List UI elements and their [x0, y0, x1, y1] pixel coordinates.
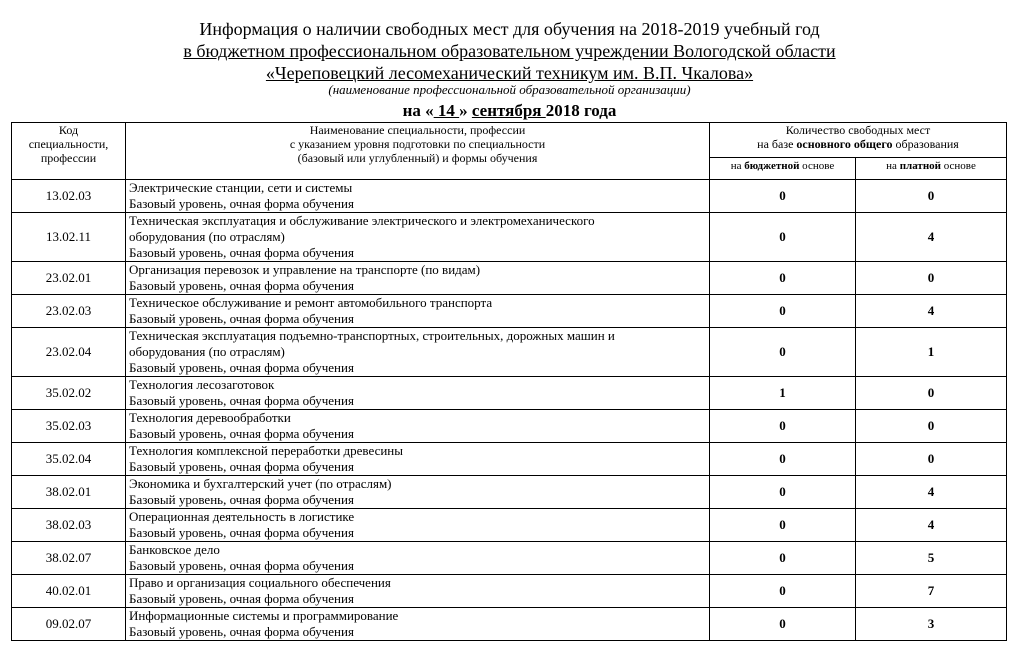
row-name: Право и организация социального обеспечения Базовый уровень, очная форма обучения: [126, 575, 710, 608]
row-budget: 0: [710, 509, 856, 542]
date-day: 14: [433, 101, 460, 120]
table-row: [12, 476, 1007, 509]
row-name: Экономика и бухгалтерский учет (по отраслям) Базовый уровень, очная форма обучения: [126, 476, 710, 509]
row-paid: 4: [856, 213, 1007, 262]
header-budget: на бюджетной основе: [710, 158, 856, 180]
row-paid: 4: [856, 295, 1007, 328]
date-suffix: 2018 года: [545, 101, 617, 120]
row-name: Операционная деятельность в логистике Базовый уровень, очная форма обучения: [126, 509, 710, 542]
row-budget: 0: [710, 476, 856, 509]
row-name: Технология комплексной переработки древесины Базовый уровень, очная форма обучения: [126, 443, 710, 476]
row-code: 35.02.02: [12, 377, 126, 410]
row-budget: 0: [710, 608, 856, 641]
header-places: [710, 123, 1007, 158]
row-name: Организация перевозок и управление на транспорте (по видам) Базовый уровень, очная форма обучения: [126, 262, 710, 295]
row-name: Электрические станции, сети и системы Базовый уровень, очная форма обучения: [126, 180, 710, 213]
row-code: 38.02.07: [12, 542, 126, 575]
organization-name: «Череповецкий лесомеханический техникум им. В.П. Чкалова»: [265, 63, 754, 83]
row-code: 13.02.11: [12, 213, 126, 262]
header-paid: на платной основе: [856, 158, 1007, 180]
table-row: [12, 608, 1007, 641]
row-name: Техническая эксплуатация и обслуживание электрического и электромеханического оборудования (по отраслям) Базовый уровень, очная форма обучения: [126, 213, 710, 262]
table-row: [12, 542, 1007, 575]
row-paid: 0: [856, 410, 1007, 443]
table-row: [12, 410, 1007, 443]
organization-caption: (наименование профессиональной образовательной организации): [328, 82, 691, 97]
table-row: [12, 180, 1007, 213]
header-places-l1: Количество свободных мест: [785, 123, 931, 137]
row-paid: 1: [856, 328, 1007, 377]
header-name-l3: (базовый или углубленный) и формы обучения: [297, 151, 538, 165]
row-code: 35.02.04: [12, 443, 126, 476]
row-paid: 5: [856, 542, 1007, 575]
date-mid: »: [459, 101, 468, 120]
date-month: сентября: [471, 101, 546, 120]
header-name-l2: с указанием уровня подготовки по специальности: [289, 137, 546, 151]
vacancies-table: [11, 122, 1007, 641]
table-row: [12, 575, 1007, 608]
row-code: 38.02.01: [12, 476, 126, 509]
row-paid: 4: [856, 476, 1007, 509]
header-places-l2: на базе основного общего образования: [757, 137, 959, 151]
row-budget: 0: [710, 262, 856, 295]
table-row: [12, 295, 1007, 328]
header-name-l1: Наименование специальности, профессии: [309, 123, 526, 137]
row-code: 09.02.07: [12, 608, 126, 641]
row-name: Техническое обслуживание и ремонт автомобильного транспорта Базовый уровень, очная форма обучения: [126, 295, 710, 328]
row-code: 23.02.03: [12, 295, 126, 328]
header-code-l1: Код: [58, 123, 79, 137]
row-budget: 0: [710, 443, 856, 476]
row-name: Техническая эксплуатация подъемно-транспортных, строительных, дорожных машин и оборудования (по отраслям) Базовый уровень, очная форма обучения: [126, 328, 710, 377]
row-code: 35.02.03: [12, 410, 126, 443]
row-code: 23.02.01: [12, 262, 126, 295]
row-code: 40.02.01: [12, 575, 126, 608]
row-budget: 0: [710, 180, 856, 213]
row-name: Банковское дело Базовый уровень, очная форма обучения: [126, 542, 710, 575]
row-paid: 3: [856, 608, 1007, 641]
row-code: 13.02.03: [12, 180, 126, 213]
row-budget: 0: [710, 410, 856, 443]
table-row: [12, 377, 1007, 410]
table-row: [12, 328, 1007, 377]
row-budget: 0: [710, 575, 856, 608]
title-line-2: в бюджетном профессиональном образовательном учреждении Вологодской области: [183, 41, 836, 61]
row-budget: 0: [710, 295, 856, 328]
row-code: 38.02.03: [12, 509, 126, 542]
row-paid: 4: [856, 509, 1007, 542]
row-name: Технология лесозаготовок Базовый уровень, очная форма обучения: [126, 377, 710, 410]
row-budget: 1: [710, 377, 856, 410]
row-paid: 0: [856, 443, 1007, 476]
row-budget: 0: [710, 328, 856, 377]
row-code: 23.02.04: [12, 328, 126, 377]
date-prefix: на «: [402, 101, 434, 120]
header-name: [126, 123, 710, 180]
title-line-1: Информация о наличии свободных мест для обучения на 2018-2019 учебный год: [199, 19, 820, 39]
header-code-l2: специальности,: [28, 137, 109, 151]
row-name: Информационные системы и программирование Базовый уровень, очная форма обучения: [126, 608, 710, 641]
row-name: Технология деревообработки Базовый уровень, очная форма обучения: [126, 410, 710, 443]
row-paid: 0: [856, 377, 1007, 410]
table-row: [12, 509, 1007, 542]
table-row: [12, 443, 1007, 476]
row-budget: 0: [710, 542, 856, 575]
date-line: [0, 101, 1019, 121]
row-budget: 0: [710, 213, 856, 262]
header-code: [12, 123, 126, 180]
row-paid: 7: [856, 575, 1007, 608]
header-code-l3: профессии: [40, 151, 97, 165]
row-paid: 0: [856, 180, 1007, 213]
table-row: [12, 213, 1007, 262]
table-row: [12, 262, 1007, 295]
row-paid: 0: [856, 262, 1007, 295]
